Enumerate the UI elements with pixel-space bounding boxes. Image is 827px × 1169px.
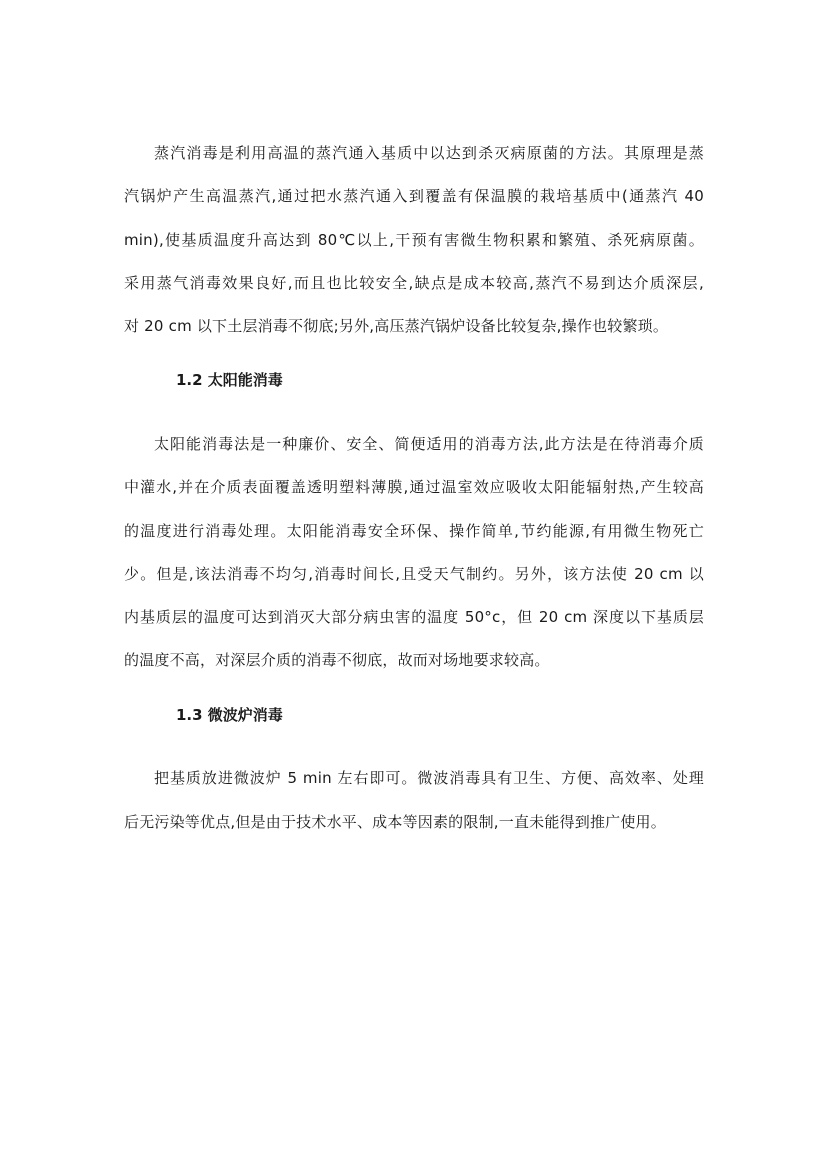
text-line: 蒸汽消毒是利用高温的蒸汽通入基质中以达到杀灭病原菌的方法。其原理是蒸 [154,144,704,162]
text-line: 把基质放进微波炉 5 min 左右即可。微波消毒具有卫生、方便、高效率、处理 [154,769,704,787]
section-heading-solar: 1.2 太阳能消毒 [176,371,283,389]
text-line: 的温度不高，对深层介质的消毒不彻底，故而对场地要求较高。 [124,651,550,669]
text-line: 中灌水,并在介质表面覆盖透明塑料薄膜,通过温室效应吸收太阳能辐射热,产生较高 [124,478,704,496]
text-line: 内基质层的温度可达到消灭大部分病虫害的温度 50°c，但 20 cm 深度以下基质层 [124,608,704,626]
text-line: 的温度进行消毒处理。太阳能消毒安全环保、操作简单,节约能源,有用微生物死亡 [124,522,704,540]
text-line: 太阳能消毒法是一种廉价、安全、简便适用的消毒方法,此方法是在待消毒介质 [154,435,704,453]
text-line: 对 20 cm 以下土层消毒不彻底;另外,高压蒸汽锅炉设备比较复杂,操作也较繁琐。 [124,317,669,335]
text-line: min),使基质温度升高达到 80℃以上,干预有害微生物积累和繁殖、杀死病原菌。 [124,231,704,249]
text-line: 汽锅炉产生高温蒸汽,通过把水蒸汽通入到覆盖有保温膜的栽培基质中(通蒸汽 40 [124,187,704,205]
text-line: 后无污染等优点,但是由于技术水平、成本等因素的限制,一直未能得到推广使用。 [124,813,666,831]
text-line: 采用蒸气消毒效果良好,而且也比较安全,缺点是成本较高,蒸汽不易到达介质深层, [124,274,704,292]
text-line: 少。但是,该法消毒不均匀,消毒时间长,且受天气制约。另外，该方法使 20 cm 以 [124,565,704,583]
section-heading-microwave: 1.3 微波炉消毒 [176,706,283,724]
